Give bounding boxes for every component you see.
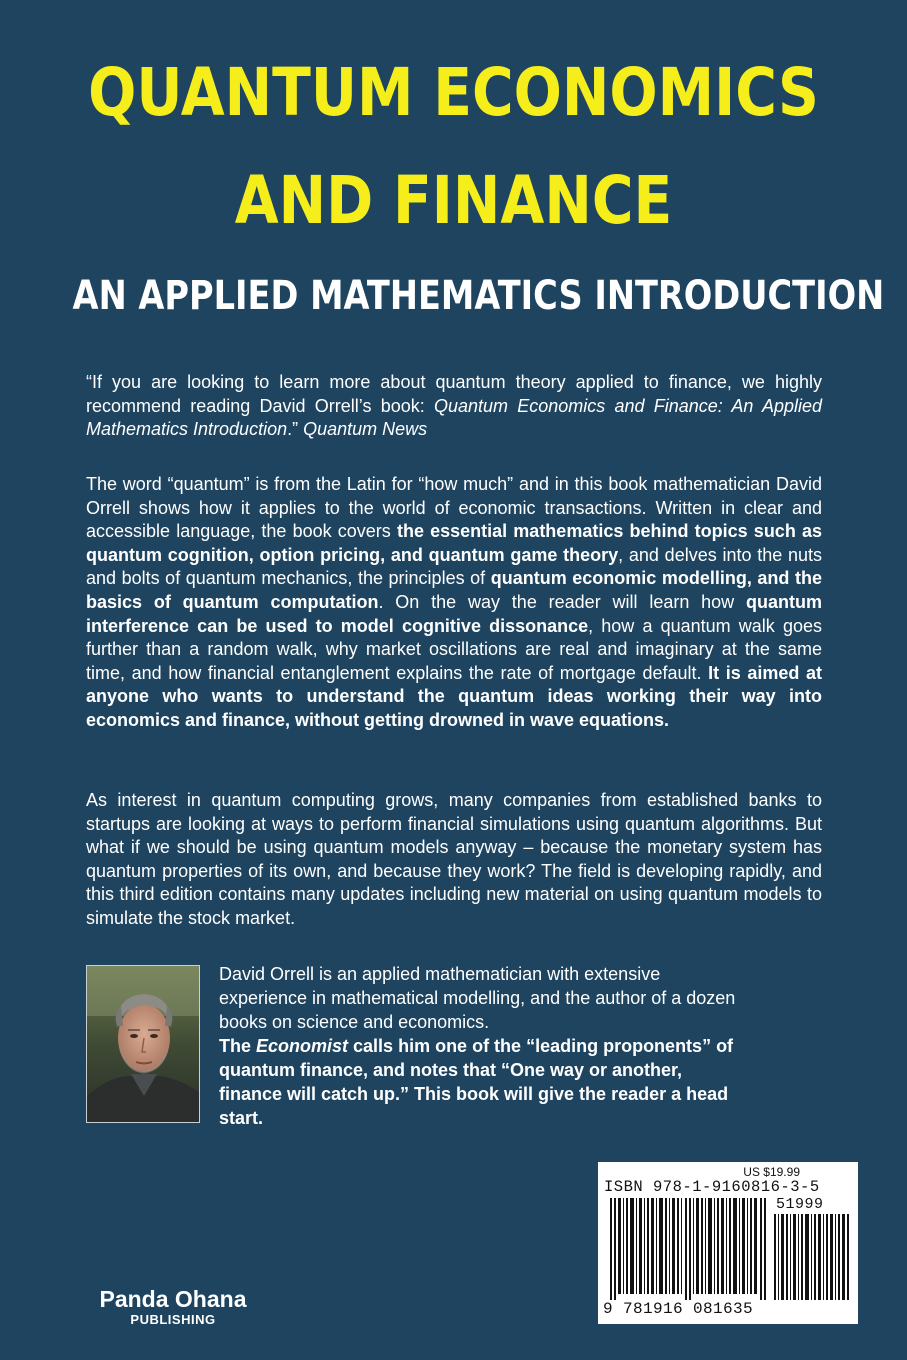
price-label: US $19.99 <box>743 1165 800 1179</box>
description-b1: the essential mathematics behind topics such as quantum cognition, option pricing, and quantum game theory <box>86 521 822 565</box>
interest-paragraph <box>86 789 822 931</box>
barcode-main-bars <box>610 1198 770 1300</box>
description-s4: , how a quantum walk goes further than a random walk, why market oscillations are real and imaginary at the same time, and how financial entanglement explains the rate of mortgage default. <box>86 615 822 683</box>
barcode-addon-bars <box>774 1214 850 1300</box>
isbn-barcode <box>598 1162 858 1324</box>
book-description <box>86 473 822 733</box>
isbn-text: ISBN 978-1-9160816-3-5 <box>604 1178 820 1196</box>
book-subtitle: AN APPLIED MATHEMATICS INTRODUCTION <box>72 273 885 319</box>
description-s3: . On the way the reader will learn how <box>378 591 747 612</box>
quote-close: .” <box>287 419 304 440</box>
description-s1: The word “quantum” is from the Latin for “how much” and in this book mathematician David Orrell shows how it applies to the world of economic transactions. Written in clear and accessible language, the book covers <box>86 474 822 542</box>
publisher-sub: PUBLISHING <box>130 1312 216 1327</box>
author-praise-text: calls him one of the “leading proponents” of quantum finance, and notes that “One way or another, finance will catch up.” This book will give the reader a head start. <box>219 1036 734 1128</box>
description-s2: , and delves into the nuts and bolts of quantum mechanics, the principles of <box>86 544 823 589</box>
author-praise-the: The <box>219 1036 257 1056</box>
author-praise-publication: Economist <box>256 1036 349 1056</box>
quote-book-title: Quantum Economics and Finance: An Applied Mathematics Introduction <box>86 395 822 440</box>
addon-code: 51999 <box>776 1196 824 1213</box>
publisher-logo <box>88 1286 258 1328</box>
book-title-line-2: AND FINANCE <box>234 162 673 239</box>
author-bio <box>219 962 739 1130</box>
author-photo <box>86 965 200 1123</box>
interest-text: As interest in quantum computing grows, many companies from established banks to startups are looking at ways to perform financial simulations using quantum algorithms. But what if we should be using quantum models anyway – because the monetary system has quantum properties of its own, and because they work? The field is developing rapidly, and this third edition contains many updates including new material on using quantum models to simulate the stock market. <box>86 790 822 928</box>
description-b3: quantum interference can be used to model cognitive dissonance <box>86 591 823 636</box>
quote-source: Quantum News <box>303 419 428 440</box>
description-b4: It is aimed at anyone who wants to understand the quantum ideas working their way into economics and finance, without getting drowned in wave equations. <box>86 662 823 730</box>
description-b2: quantum economic modelling, and the basics of quantum computation <box>86 568 822 612</box>
book-title-line-1: QUANTUM ECONOMICS <box>88 54 819 131</box>
publisher-name: Panda Ohana <box>99 1286 247 1312</box>
review-quote <box>86 371 822 442</box>
quote-text: “If you are looking to learn more about quantum theory applied to finance, we highly recommend reading David Orrell’s book: <box>86 372 822 416</box>
author-bio-text: David Orrell is an applied mathematician with extensive experience in mathematical modelling, and the author of a dozen books on science and economics. <box>219 964 736 1032</box>
barcode-digits: 9 781916 081635 <box>603 1300 754 1318</box>
